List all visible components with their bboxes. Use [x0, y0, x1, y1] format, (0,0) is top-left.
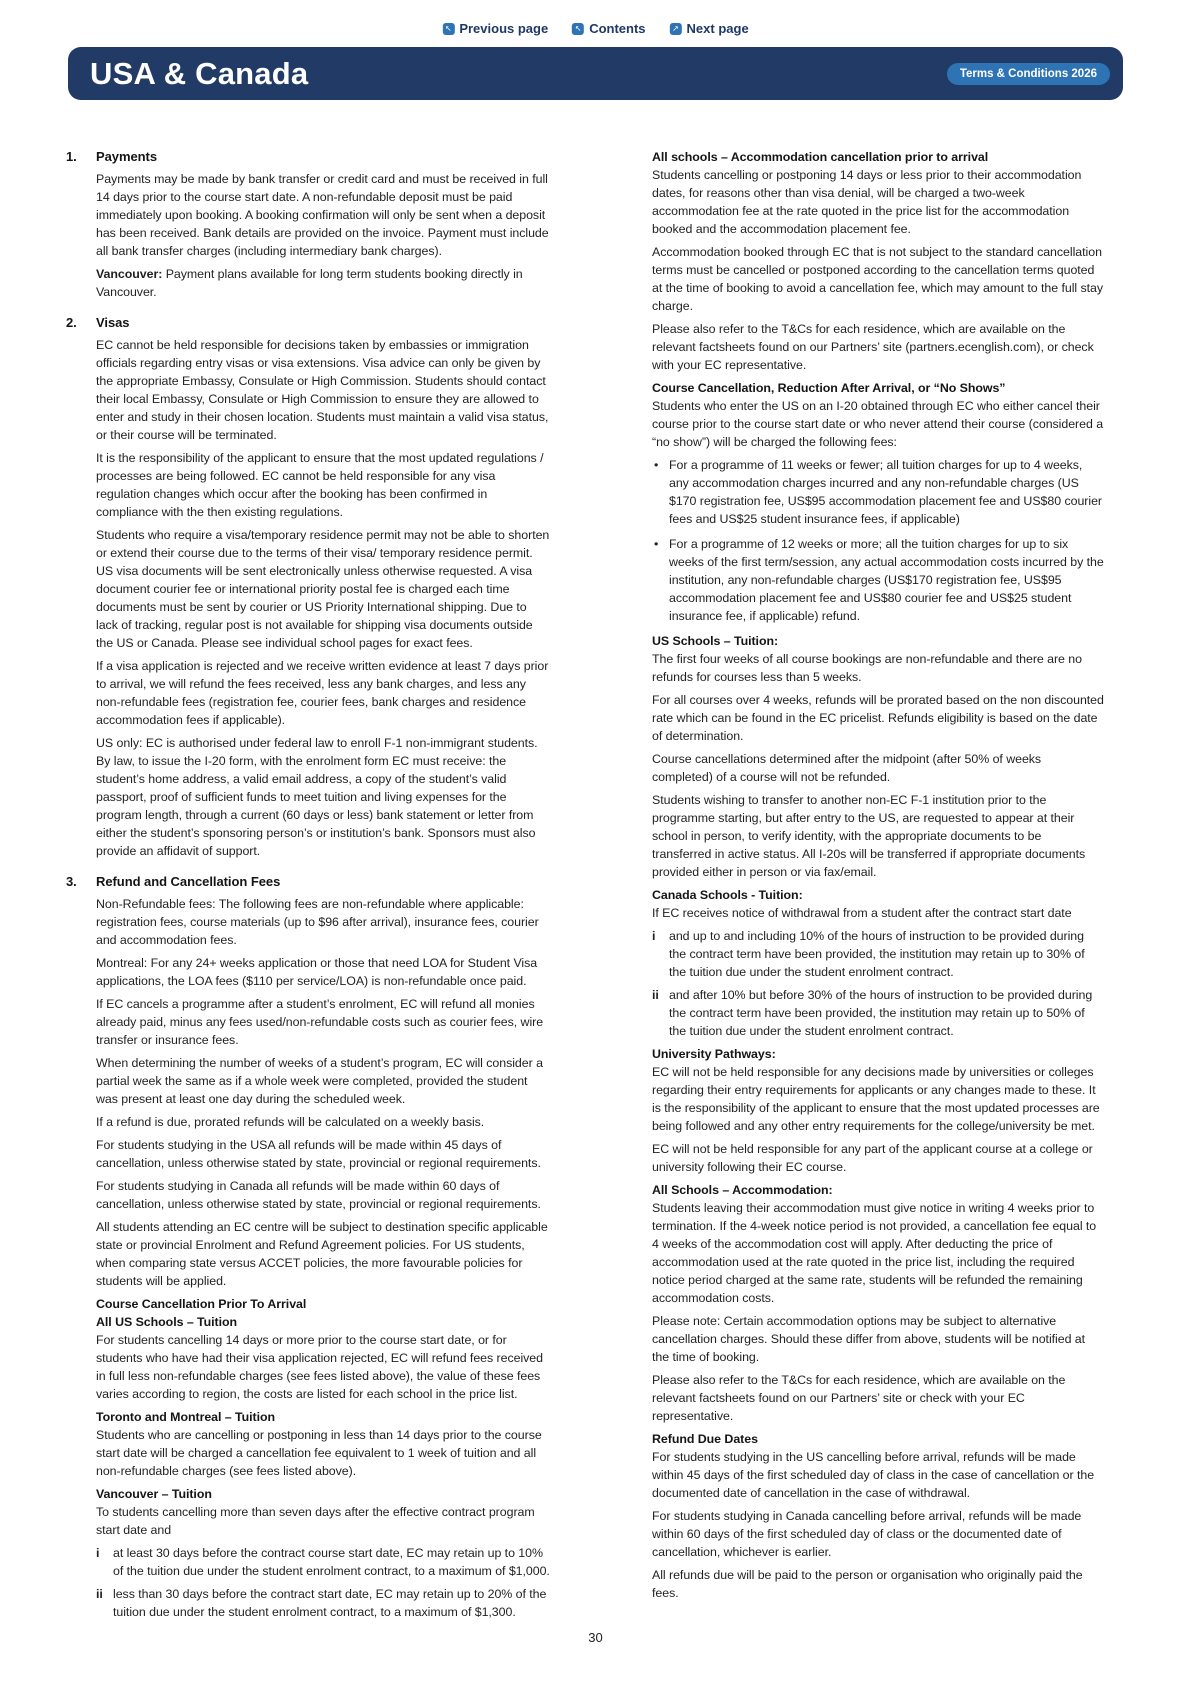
- section-heading: [66, 873, 550, 891]
- subheading: All schools – Accommodation cancellation prior to arrival: [652, 150, 989, 164]
- paragraph: Vancouver: Payment plans available for long term students booking directly in Vancouver.: [96, 267, 523, 299]
- roman-marker: ii: [96, 1587, 103, 1601]
- bullet-text: For a programme of 11 weeks or fewer; all tuition charges for up to 4 weeks, any accommodation charges incurred and any non-refundable charges (US $170 registration fee, US$95 accommodation placement fee and US$80 courier fees and US$25 student insurance fees, if applicable): [669, 458, 1102, 526]
- paragraph: Students leaving their accommodation must give notice in writing 4 weeks prior to termination. If the 4-week notice period is not provided, a cancellation fee equal to 4 weeks of the accommodation cost will apply. After deducting the price of accommodation used at the rate quoted in the price list, including the required notice period charged at the same rate, students will be refunded the remaining accommodation costs.: [652, 1201, 1097, 1305]
- section-heading: [66, 314, 550, 332]
- paragraph: If EC cancels a programme after a student’s enrolment, EC will refund all monies already paid, minus any fees used/non-refundable costs such as courier fees, wire transfer or insurance fees.: [96, 997, 544, 1047]
- arrow-up-left-icon: ↖: [572, 23, 584, 35]
- section-number: 3.: [66, 874, 77, 889]
- paragraph: For students cancelling 14 days or more prior to the course start date, or for students who have had their visa application rejected, EC will refund fees received in full less non-refundable charges (see fees listed above), the value of these fees varies according to region, the costs are listed for each school in the price list.: [96, 1333, 543, 1401]
- paragraph: EC will not be held responsible for any decisions made by universities or colleges regarding their entry requirements for applicants or any changes made to these. It is the responsibility of the applicant to ensure that the most updated processes are being followed and any other entry requirements for the college/university be met.: [652, 1065, 1100, 1133]
- roman-item: [96, 1544, 550, 1580]
- paragraph: US only: EC is authorised under federal law to enroll F-1 non-immigrant students. By law, to issue the I-20 form, with the enrolment form EC must receive: the student’s home address, a valid email address, a copy of the student’s valid passport, proof of sufficient funds to meet tuition and living expenses for the program length, through a current (60 days or less) bank statement or letter from either the student’s sponsoring person’s or institution’s bank. Sponsors must also provide an affidavit of support.: [96, 736, 538, 858]
- paragraph: Accommodation booked through EC that is not subject to the standard cancellation terms must be cancelled or postponed according to the cancellation terms quoted at the time of booking to avoid a cancellation fee, which may amount to the full stay charge.: [652, 245, 1104, 313]
- bullet-text: For a programme of 12 weeks or more; all the tuition charges for up to six weeks of the first term/session, any actual accommodation costs incurred by the institution, any non-refundable charges (US$170 registration fee, US$95 accommodation placement fee and US$80 courier fee and US$25 student insurance fee, if applicable) refund.: [669, 537, 1104, 623]
- paragraph: Students who require a visa/temporary residence permit may not be able to shorten or extend their course due to the terms of their visa/ temporary residence permit. US visa documents will be sent electronically unless otherwise requested. A visa document courier fee or international priority postal fee is charged each time documents must be sent by courier or US Priority International shipping. Due to lack of tracking, regular post is not available for shipping visa documents outside the US or Canada. Please see individual school pages for exact fees.: [96, 528, 550, 650]
- section-number: 1.: [66, 149, 77, 164]
- roman-item: [96, 1585, 550, 1621]
- next-page-link[interactable]: [670, 21, 749, 36]
- section-title: Visas: [96, 315, 130, 330]
- paragraph: Students who enter the US on an I-20 obtained through EC who either cancel their course prior to the course start date or who never attend their course (considered a “no show”) will be charged the following fees:: [652, 399, 1104, 449]
- subheading: All Schools – Accommodation:: [652, 1183, 833, 1197]
- contents-link[interactable]: [572, 21, 645, 36]
- arrow-up-right-icon: ↗: [670, 23, 682, 35]
- bullet-item: [652, 535, 1104, 625]
- subheading: Toronto and Montreal – Tuition: [96, 1410, 276, 1424]
- paragraph: For students studying in Canada cancelling before arrival, refunds will be made within 60 days of the first scheduled day of class or the documented date of cancellation, whichever is earlier.: [652, 1509, 1082, 1559]
- paragraph: Please note: Certain accommodation options may be subject to alternative cancellation charges. Should these differ from above, students will be notified at the time of booking.: [652, 1314, 1086, 1364]
- paragraph: For students studying in the US cancelling before arrival, refunds will be made within 45 days of the first scheduled day of class in the case of cancellation or the documented date of cancellation in the case of withdrawal.: [652, 1450, 1095, 1500]
- roman-text: less than 30 days before the contract start date, EC may retain up to 20% of the tuition due under the student enrolment contract, to a maximum of $1,300.: [113, 1587, 547, 1619]
- roman-marker: ii: [652, 988, 659, 1002]
- left-column: [66, 148, 550, 1626]
- paragraph: The first four weeks of all course bookings are non-refundable and there are no refunds for courses less than 5 weeks.: [652, 652, 1082, 684]
- roman-marker: i: [652, 929, 656, 943]
- section-number: 2.: [66, 315, 77, 330]
- subheading: Refund Due Dates: [652, 1432, 758, 1446]
- roman-text: and after 10% but before 30% of the hours of instruction to be provided during the contract term have been provided, the institution may retain up to 50% of the tuition due under the student enrolment contract.: [669, 988, 1093, 1038]
- page-title: USA & Canada: [90, 55, 309, 91]
- previous-page-link[interactable]: [442, 21, 548, 36]
- paragraph: EC will not be held responsible for any part of the applicant course at a college or university following their EC course.: [652, 1142, 1093, 1174]
- subheading: Course Cancellation, Reduction After Arrival, or “No Shows”: [652, 381, 1006, 395]
- bullet-icon: •: [654, 537, 659, 551]
- paragraph: Students wishing to transfer to another non-EC F-1 institution prior to the programme starting, but after entry to the US, are requested to appear at their school in person, to verify identity, with the appropriate documents to be transferred in active status. All I-20s will be transferred if appropriate documents provided either in person or via fax/email.: [652, 793, 1086, 879]
- paragraph: Please also refer to the T&Cs for each residence, which are available on the relevant factsheets found on our Partners’ site (partners.ecenglish.com), or check with your EC representative.: [652, 322, 1094, 372]
- paragraph: If a refund is due, prorated refunds will be calculated on a weekly basis.: [96, 1115, 485, 1129]
- header-banner: [68, 47, 1123, 100]
- paragraph: EC cannot be held responsible for decisions taken by embassies or immigration officials regarding entry visas or visa extensions. Visa advice can only be given by the appropriate Embassy, Consulate or High Commission. Students should contact their local Embassy, Consulate or High Commission to ensure they are allowed to enter and study in their chosen location. Students must maintain a valid visa status, or their course will be terminated.: [96, 338, 549, 442]
- bullet-icon: •: [654, 458, 659, 472]
- section-title: Refund and Cancellation Fees: [96, 874, 281, 889]
- paragraph-lead: Vancouver:: [96, 267, 163, 281]
- terms-conditions-badge: Terms & Conditions 2026: [947, 63, 1110, 85]
- roman-text: at least 30 days before the contract course start date, EC may retain up to 10% of the tuition due under the student enrolment contract, to a maximum of $1,000.: [113, 1546, 550, 1578]
- subheading: Vancouver – Tuition: [96, 1487, 212, 1501]
- subheading: US Schools – Tuition:: [652, 634, 779, 648]
- page-number: 30: [588, 1630, 603, 1645]
- paragraph: For all courses over 4 weeks, refunds will be prorated based on the non discounted rate which can be found in the EC pricelist. Refunds eligibility is based on the date of determination.: [652, 693, 1104, 743]
- arrow-up-left-icon: ↖: [442, 23, 454, 35]
- paragraph: To students cancelling more than seven days after the effective contract program start date and: [96, 1505, 535, 1537]
- subheading: All US Schools – Tuition: [96, 1315, 238, 1329]
- paragraph: Payments may be made by bank transfer or credit card and must be received in full 14 days prior to the course start date. A non-refundable deposit must be paid immediately upon booking. A booking confirmation will only be sent when a deposit has been received. Bank details are provided on the invoice. Payment must include all bank transfer charges (including intermediary bank charges).: [96, 172, 549, 258]
- paragraph: When determining the number of weeks of a student’s program, EC will consider a partial week the same as if a whole week were completed, provided the student was present at least one day during the scheduled week.: [96, 1056, 543, 1106]
- paragraph: It is the responsibility of the applicant to ensure that the most updated regulations / processes are being followed. EC cannot be held responsible for any visa regulation changes which occur after the booking has been confirmed in compliance with the then existing regulations.: [96, 451, 544, 519]
- paragraph: Montreal: For any 24+ weeks application or those that need LOA for Student Visa applications, the LOA fees ($110 per service/LOA) is non-refundable once paid.: [96, 956, 538, 988]
- paragraph: For students studying in the USA all refunds will be made within 45 days of cancellation, unless otherwise stated by state, provincial or regional requirements.: [96, 1138, 541, 1170]
- bullet-item: [652, 456, 1104, 528]
- paragraph: If EC receives notice of withdrawal from a student after the contract start date: [652, 906, 1072, 920]
- paragraph: Students who are cancelling or postponing in less than 14 days prior to the course start date will be charged a cancellation fee equivalent to 1 week of tuition and all non-refundable charges (see fees listed above).: [96, 1428, 542, 1478]
- paragraph: Please also refer to the T&Cs for each residence, which are available on the relevant factsheets found on our Partners’ site or check with your EC representative.: [652, 1373, 1066, 1423]
- next-page-label: Next page: [686, 21, 749, 36]
- subheading: Course Cancellation Prior To Arrival: [96, 1297, 307, 1311]
- paragraph: Students cancelling or postponing 14 days or less prior to their accommodation dates, for reasons other than visa denial, will be charged a two-week accommodation fee at the rate quoted in the price list for the accommodation booked and the accommodation placement fee.: [652, 168, 1082, 236]
- roman-item: [652, 986, 1104, 1040]
- subheading: Canada Schools - Tuition:: [652, 888, 803, 902]
- page-navigation: [442, 21, 748, 36]
- subheading: University Pathways:: [652, 1047, 776, 1061]
- previous-page-label: Previous page: [459, 21, 549, 36]
- roman-text: and up to and including 10% of the hours of instruction to be provided during the contract term have been provided, the institution may retain up to 30% of the tuition due under the student enrolment contract.: [669, 929, 1085, 979]
- roman-marker: i: [96, 1546, 100, 1560]
- section-heading: [66, 148, 550, 166]
- paragraph: If a visa application is rejected and we receive written evidence at least 7 days prior to arrival, we will refund the fees received, less any bank charges, and less any non-refundable fees (registration fee, courier fees, bank charges and residence accommodation fees if applicable).: [96, 659, 549, 727]
- contents-label: Contents: [589, 21, 646, 36]
- paragraph: For students studying in Canada all refunds will be made within 60 days of cancellation, unless otherwise stated by state, provincial or regional requirements.: [96, 1179, 541, 1211]
- right-column: [652, 148, 1104, 1607]
- section-title: Payments: [96, 149, 158, 164]
- paragraph: All students attending an EC centre will be subject to destination specific applicable state or provincial Enrolment and Refund Agreement policies. For US students, when comparing state versus ACCET policies, the more favourable policies for students will be applied.: [96, 1220, 548, 1288]
- paragraph: Non-Refundable fees: The following fees are non-refundable where applicable: registration fees, course materials (up to $96 after arrival), insurance fees, courier and accommodation fees.: [96, 897, 539, 947]
- paragraph: All refunds due will be paid to the person or organisation who originally paid the fees.: [652, 1568, 1083, 1600]
- roman-item: [652, 927, 1104, 981]
- paragraph: Course cancellations determined after the midpoint (after 50% of weeks completed) of a course will not be refunded.: [652, 752, 1042, 784]
